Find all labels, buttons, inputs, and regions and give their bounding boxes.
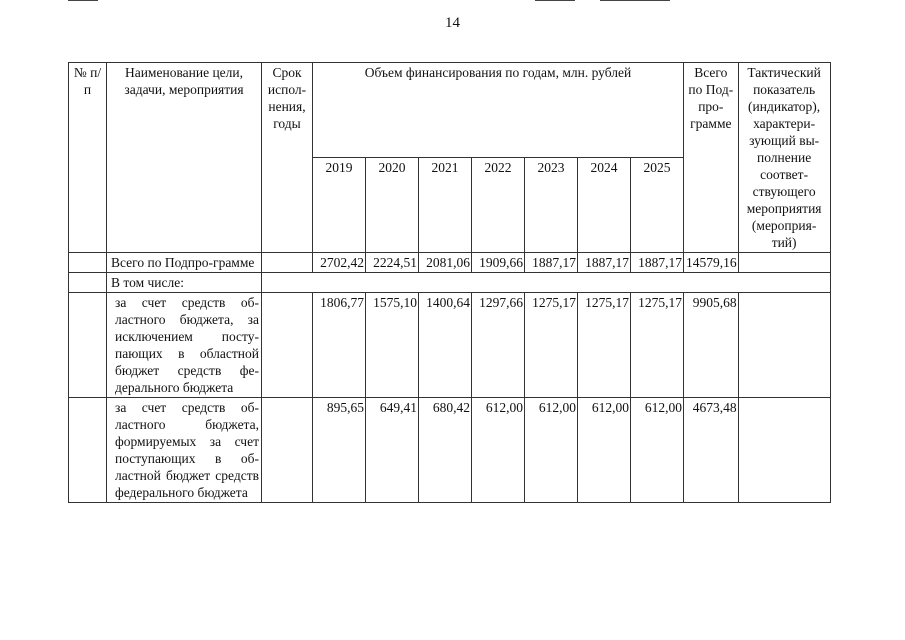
- header-indicator: Тактический показатель (индикатор), характери-зующий вы-полнение соответ-ствующего мероприятия (мероприя-тий): [738, 63, 830, 253]
- header-year-2022: 2022: [472, 158, 525, 253]
- row-name: В том числе:: [107, 273, 262, 293]
- header-row-1: [69, 63, 831, 158]
- value-2019: 895,65: [313, 398, 366, 503]
- header-total: Всего по Под-про-грамме: [684, 63, 739, 253]
- scan-line-top-right: [535, 0, 575, 1]
- header-year-2021: 2021: [419, 158, 472, 253]
- row-empty: [262, 273, 831, 293]
- row-name: за счет средств об-ластного бюджета, за исключением посту-пающих в областной бюджет средств фе-дерального бюджета: [107, 293, 262, 398]
- row-term: [262, 293, 313, 398]
- row-name: Всего по Подпро-грамме: [107, 253, 262, 273]
- value-2021: 1400,64: [419, 293, 472, 398]
- value-2022: 612,00: [472, 398, 525, 503]
- header-num: № п/п: [69, 63, 107, 253]
- table-row: [69, 293, 831, 398]
- value-2023: 612,00: [525, 398, 578, 503]
- header-year-2024: 2024: [578, 158, 631, 253]
- header-funding-group: Объем финансирования по годам, млн. рублей: [313, 63, 684, 158]
- value-2021: 2081,06: [419, 253, 472, 273]
- table-row: [69, 253, 831, 273]
- value-2025: 612,00: [631, 398, 684, 503]
- value-2019: 1806,77: [313, 293, 366, 398]
- value-2025: 1887,17: [631, 253, 684, 273]
- row-indicator: [738, 293, 830, 398]
- row-num: [69, 398, 107, 503]
- row-term: [262, 253, 313, 273]
- value-2020: 1575,10: [366, 293, 419, 398]
- scan-line-top-left: [68, 0, 98, 1]
- scan-line-top-far-right: [600, 0, 670, 1]
- page-number: 14: [445, 15, 460, 31]
- header-year-2023: 2023: [525, 158, 578, 253]
- table-row: [69, 398, 831, 503]
- header-year-2020: 2020: [366, 158, 419, 253]
- value-2023: 1887,17: [525, 253, 578, 273]
- row-indicator: [738, 398, 830, 503]
- value-2024: 1275,17: [578, 293, 631, 398]
- row-term: [262, 398, 313, 503]
- header-term: Срок испол-нения, годы: [262, 63, 313, 253]
- header-name: Наименование цели, задачи, мероприятия: [107, 63, 262, 253]
- value-2022: 1297,66: [472, 293, 525, 398]
- row-num: [69, 253, 107, 273]
- value-total: 14579,16: [684, 253, 739, 273]
- header-year-2019: 2019: [313, 158, 366, 253]
- table-row: [69, 273, 831, 293]
- value-2023: 1275,17: [525, 293, 578, 398]
- value-2024: 612,00: [578, 398, 631, 503]
- value-2025: 1275,17: [631, 293, 684, 398]
- row-name: за счет средств об-ластного бюджета, формируемых за счет поступающих в об-ластной бюджет средств федерального бюджета: [107, 398, 262, 503]
- header-year-2025: 2025: [631, 158, 684, 253]
- value-2024: 1887,17: [578, 253, 631, 273]
- value-2020: 649,41: [366, 398, 419, 503]
- value-total: 9905,68: [684, 293, 739, 398]
- value-2022: 1909,66: [472, 253, 525, 273]
- row-num: [69, 273, 107, 293]
- row-indicator: [738, 253, 830, 273]
- value-2020: 2224,51: [366, 253, 419, 273]
- funding-table: [68, 62, 831, 503]
- row-num: [69, 293, 107, 398]
- value-total: 4673,48: [684, 398, 739, 503]
- value-2021: 680,42: [419, 398, 472, 503]
- value-2019: 2702,42: [313, 253, 366, 273]
